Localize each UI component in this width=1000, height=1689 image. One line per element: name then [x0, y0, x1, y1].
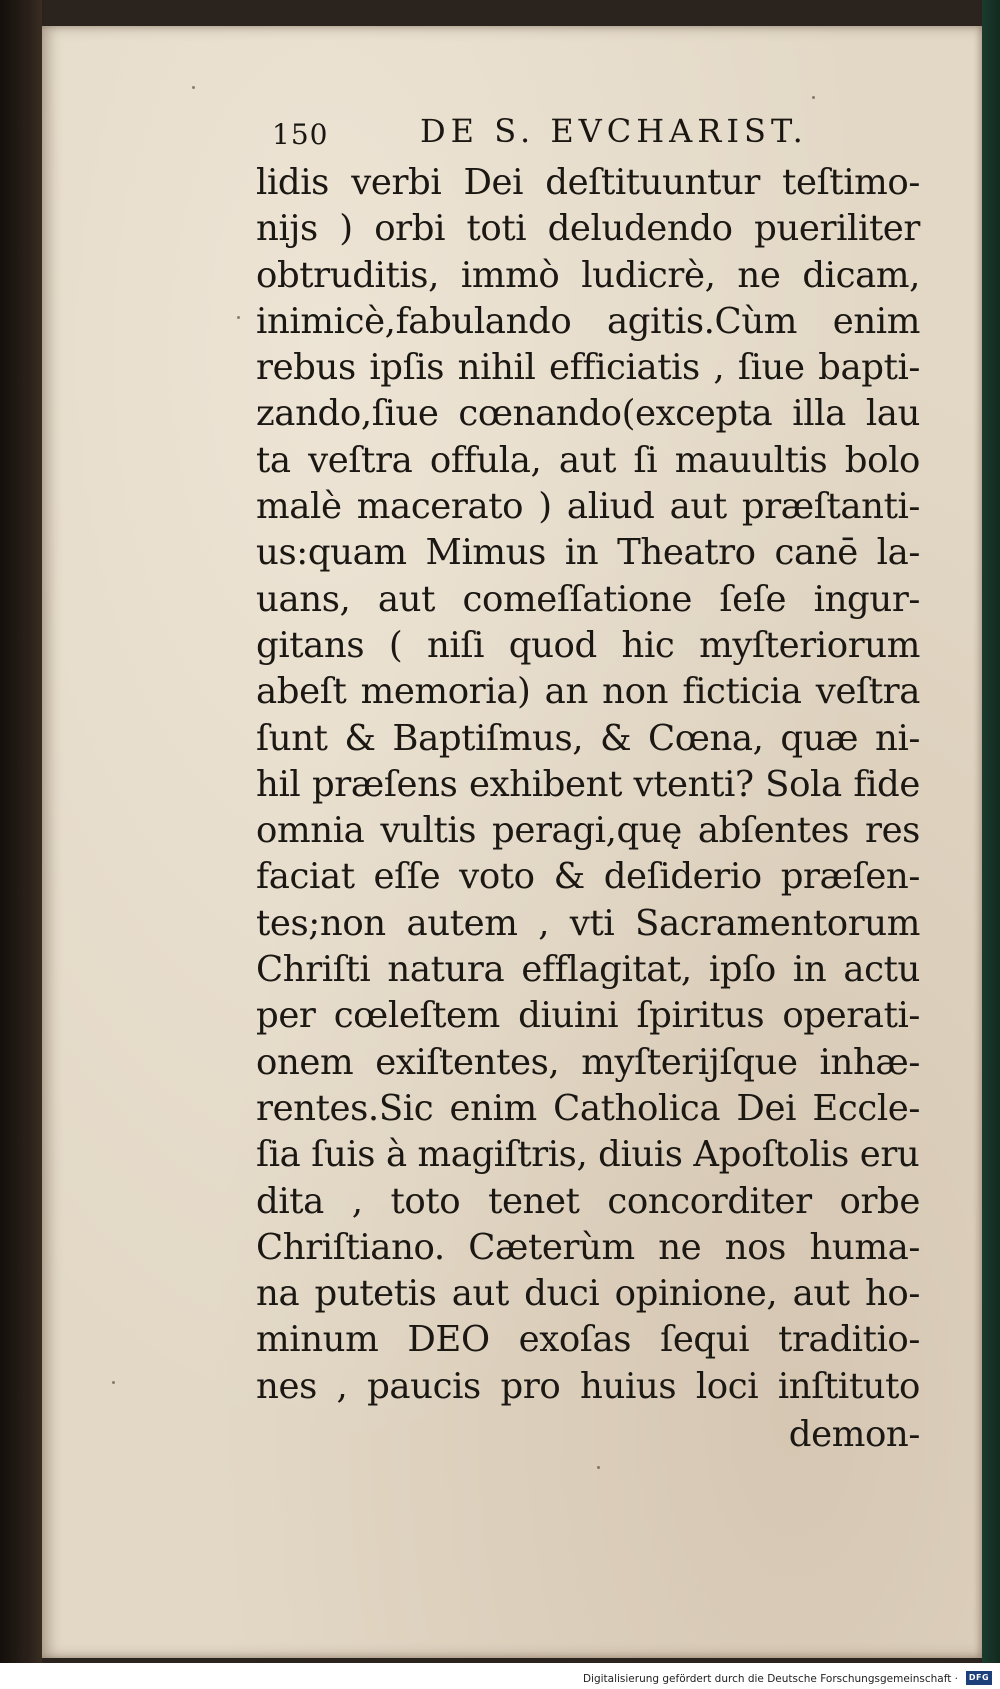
text-line: ſunt & Baptiſmus, & Cœna, quæ ni-: [256, 717, 920, 759]
page-number: 150: [272, 118, 329, 151]
text-line: us:quam Mimus in Theatro canē la-: [256, 532, 920, 574]
paper-speck: [112, 1381, 115, 1384]
text-line: zando,ſiue cœnando(excepta illa lau: [256, 393, 920, 435]
paper-speck: [237, 316, 240, 319]
paper-speck: [812, 96, 815, 99]
text-line: Chriſti natura efflagitat, ipſo in actu: [256, 949, 920, 991]
body-text: [256, 160, 920, 1458]
text-line: lidis verbi Dei deſtituuntur teſtimo-: [256, 162, 920, 203]
text-line: omnia vultis peragi,quę abſentes res: [256, 810, 920, 852]
text-line: tes;non autem , vti Sacramentorum: [256, 902, 920, 944]
text-line: uans, aut comeſſatione ſeſe ingur-: [256, 578, 920, 620]
text-line: per cœleſtem diuini ſpiritus operati-: [256, 995, 920, 1037]
footer-bar: [0, 1663, 1000, 1689]
paper-speck: [597, 1466, 600, 1469]
text-line: rebus ipſis nihil efficiatis , ſiue bapti-: [256, 347, 920, 389]
text-line: inimicè,fabulando agitis.Cùm enim: [256, 300, 920, 342]
running-head: [272, 112, 832, 156]
book-binding: [0, 0, 42, 1689]
text-line: hil præſens exhibent vtenti? Sola fide: [256, 763, 920, 805]
text-line: rentes.Sic enim Catholica Dei Eccle-: [256, 1087, 920, 1129]
funding-credit: Digitalisierung gefördert durch die Deutsche Forschungsgemeinschaft ·: [582, 1673, 958, 1685]
dfg-logo: DFG: [966, 1671, 992, 1685]
paper-speck: [192, 86, 195, 89]
text-line: ta veſtra offula, aut ſi mauultis bolo: [256, 439, 920, 481]
text-line: nijs ) orbi toti deludendo pueriliter: [256, 208, 920, 250]
book-edge: [982, 0, 1000, 1689]
text-line: abeſt memoria) an non ficticia veſtra: [256, 671, 920, 713]
catchword: demon-: [788, 1414, 920, 1456]
text-line: onem exiſtentes, myſterijſque inhæ-: [256, 1041, 920, 1083]
text-line: gitans ( niſi quod hic myſteriorum: [256, 624, 920, 666]
text-line: ſia ſuis à magiſtris, diuis Apoſtolis eru: [256, 1134, 920, 1176]
text-line: obtruditis, immò ludicrè, ne dicam,: [256, 254, 920, 296]
text-line: minum DEO exoſas ſequi traditio-: [256, 1319, 920, 1361]
text-line: nes , paucis pro huius loci inſtituto: [256, 1365, 920, 1407]
text-line: dita , toto tenet concorditer orbe: [256, 1180, 920, 1222]
text-line: malè macerato ) aliud aut præſtanti-: [256, 486, 920, 528]
text-line: faciat eſſe voto & deſiderio præſen-: [256, 856, 920, 898]
text-line: Chriſtiano. Cæterùm ne nos huma-: [256, 1226, 920, 1268]
running-head-title: DE S. EVCHARIST.: [420, 112, 808, 150]
text-line: na putetis aut duci opinione, aut ho-: [256, 1273, 920, 1315]
